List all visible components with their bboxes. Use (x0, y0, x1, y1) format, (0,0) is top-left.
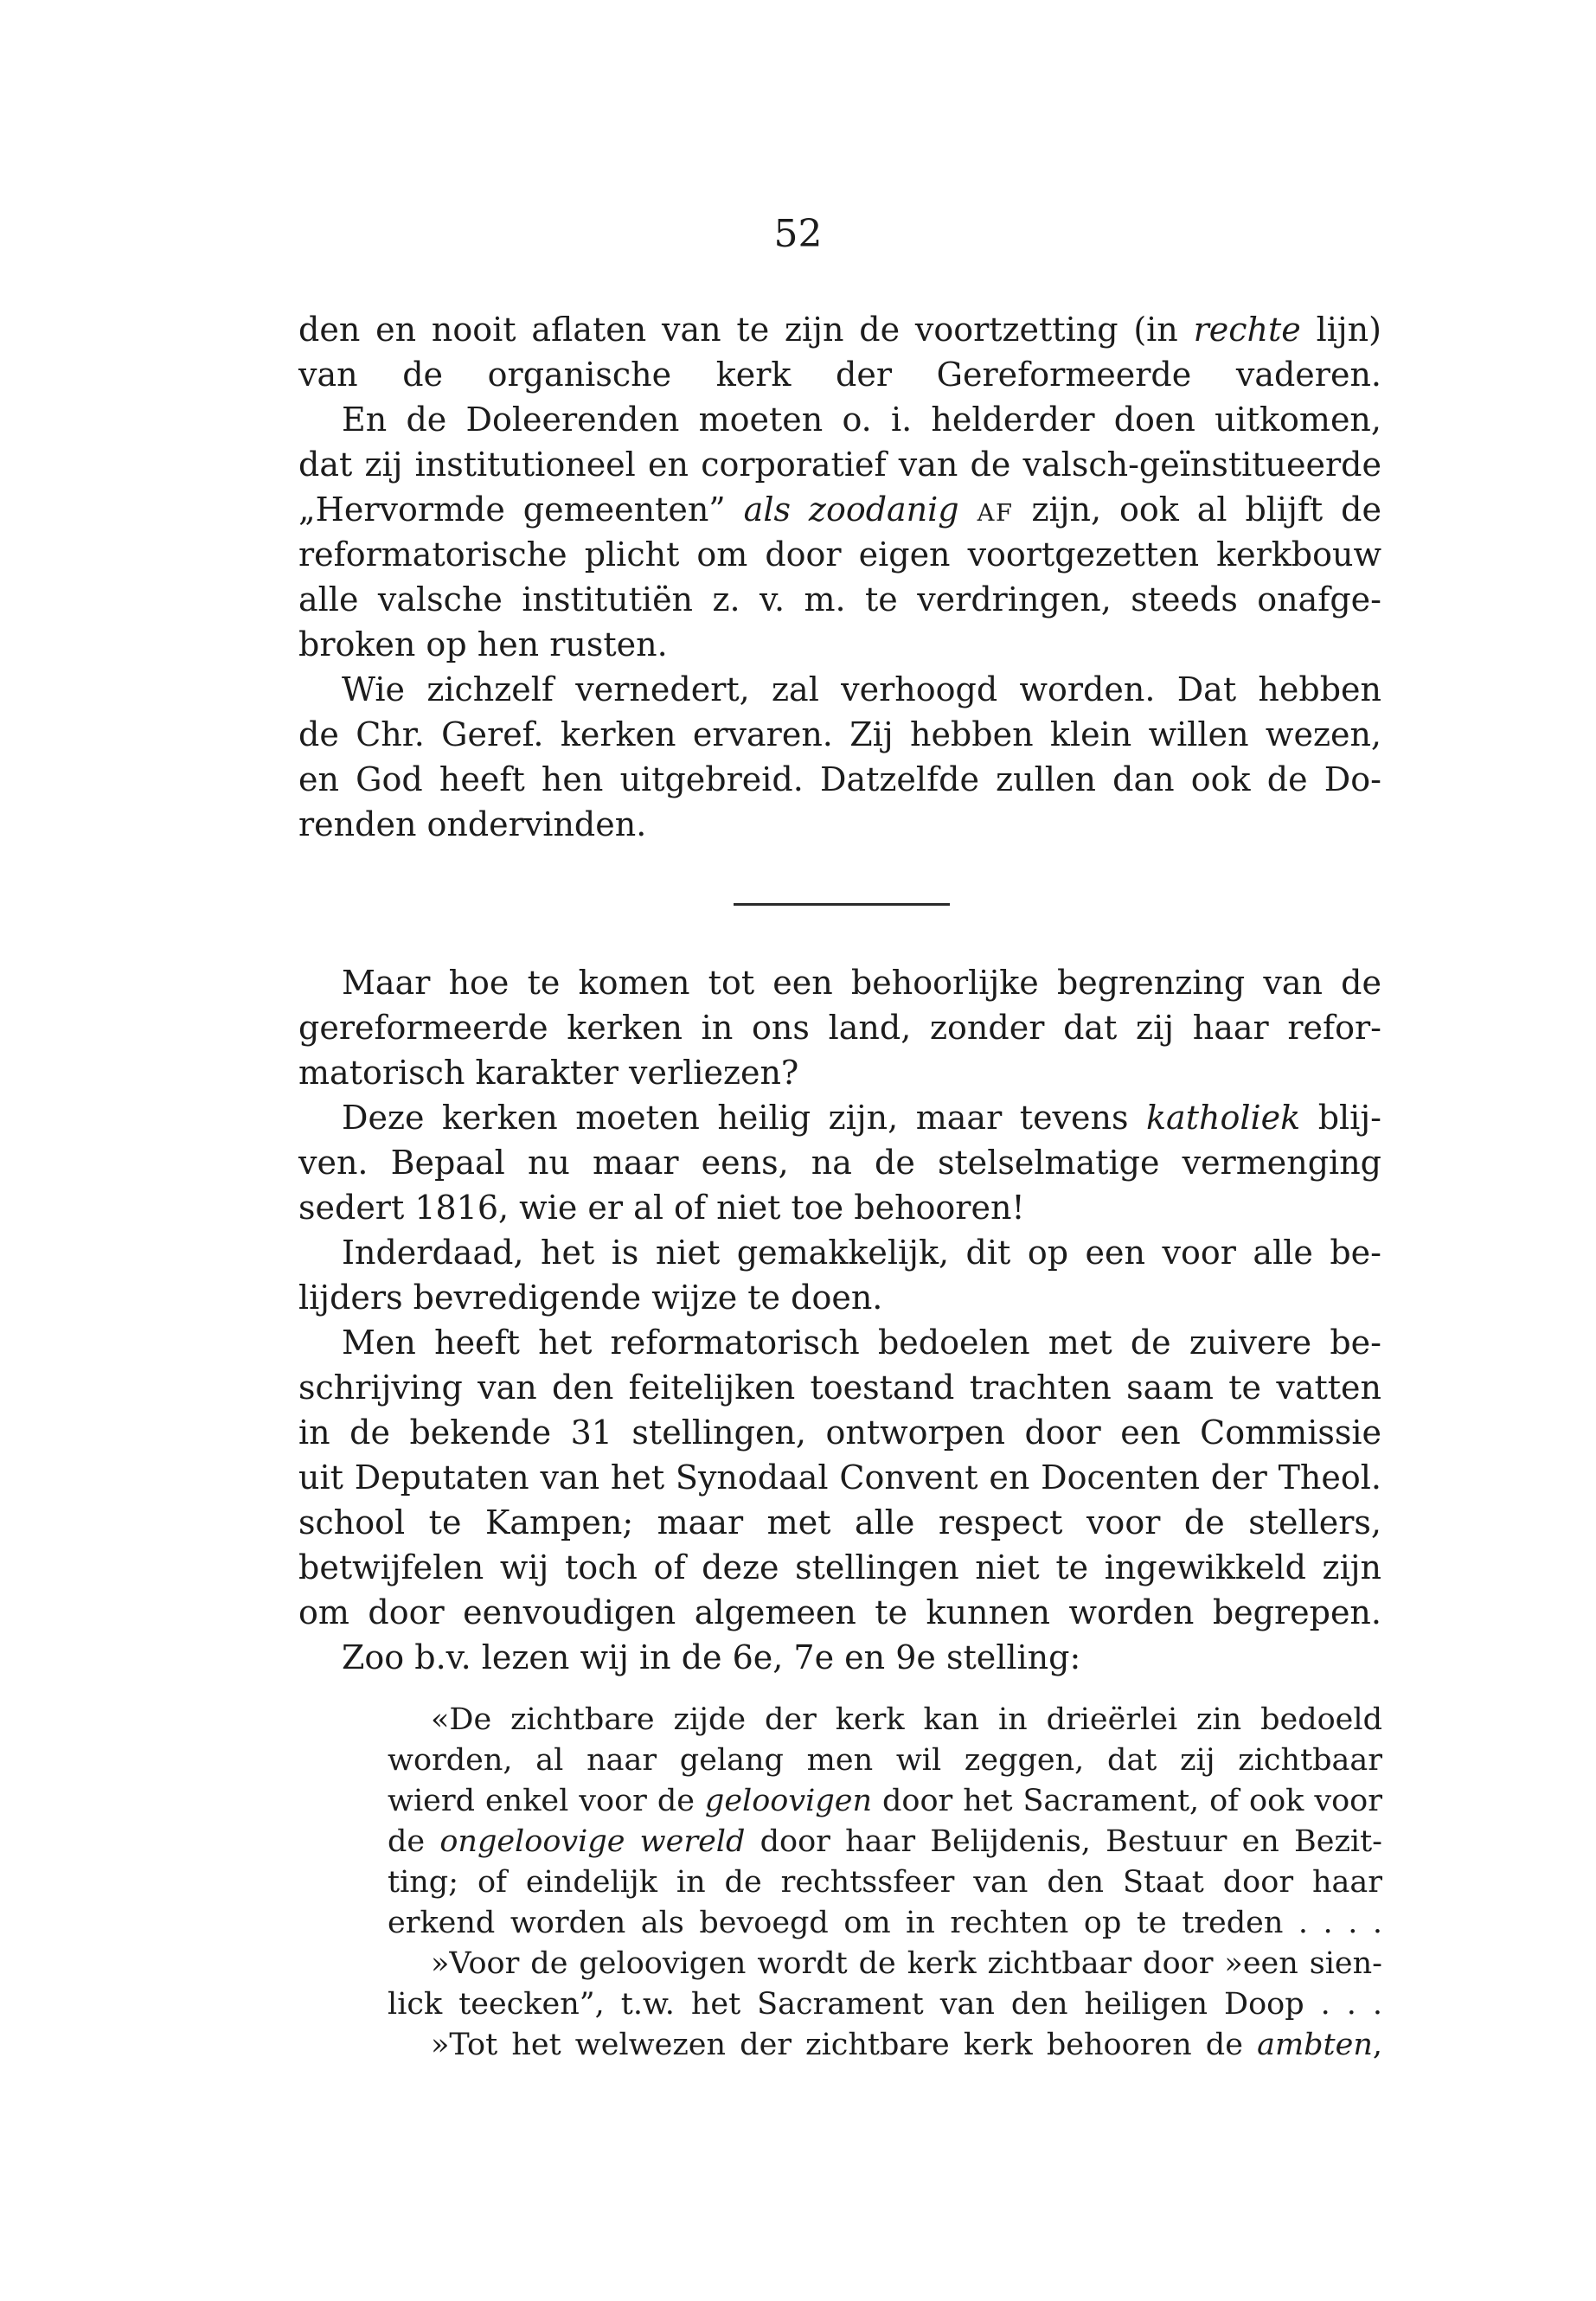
section-divider (734, 903, 950, 906)
quote-line: erkend worden als bevoegd om in rechten op te treden . . . . (388, 1906, 1382, 1940)
text-segment: lijn) (1316, 311, 1381, 349)
text-line: gereformeerde kerken in ons land, zonder dat zij haar refor- (298, 1009, 1381, 1047)
text-line: broken op hen rusten. (298, 625, 668, 663)
text-line: En de Doleerenden moeten o. i. helderder doen uitkomen, (342, 401, 1381, 439)
italic-text: rechte (1193, 311, 1301, 349)
text-segment: zijn, ook al blijft de (1031, 490, 1381, 529)
text-line: Maar hoe te komen tot een behoorlijke begrenzing van de (342, 964, 1381, 1002)
text-line: Wie zichzelf vernedert, zal verhoogd worden. Dat hebben (342, 670, 1381, 708)
text-segment: , (1372, 2028, 1382, 2062)
quote-line (388, 1822, 1382, 1862)
page-number: 52 (773, 212, 823, 256)
text-line: school te Kampen; maar met alle respect voor de stellers, (298, 1503, 1381, 1541)
text-segment: de (388, 1824, 426, 1859)
text-line: schrijving van den feitelijken toestand trachten saam te vatten (298, 1368, 1381, 1407)
italic-text: katholiek (1146, 1099, 1301, 1137)
italic-text: als zoodanig (743, 490, 959, 529)
text-segment: door het Sacrament, of ook voor (881, 1784, 1382, 1818)
text-segment: Deze kerken moeten heilig zijn, maar tevens (342, 1099, 1129, 1137)
text-line: uit Deputaten van het Synodaal Convent en Docenten der Theol. (298, 1458, 1381, 1497)
text-line: lijders bevredigende wijze te doen. (298, 1279, 883, 1317)
text-line: in de bekende 31 stellingen, ontworpen door een Commissie (298, 1413, 1381, 1452)
text-line: om door eenvoudigen algemeen te kunnen worden begrepen. (298, 1593, 1381, 1631)
italic-text: ambten (1257, 2028, 1373, 2062)
text-line: Inderdaad, het is niet gemakkelijk, dit op een voor alle be- (342, 1234, 1381, 1272)
text-segment: wierd enkel voor de (388, 1784, 695, 1818)
text-segment: blij- (1317, 1099, 1381, 1137)
text-line: de Chr. Geref. kerken ervaren. Zij hebben klein willen wezen, (298, 715, 1381, 753)
text-line: alle valsche institutiën z. v. m. te verdringen, steeds onafge- (298, 580, 1381, 619)
text-line: dat zij institutioneel en corporatief van de valsch-geïnstitueerde (298, 445, 1381, 484)
text-line (298, 487, 1381, 536)
text-line: matorisch karakter verliezen? (298, 1054, 799, 1092)
text-segment: „Hervormde gemeenten” (298, 490, 726, 529)
text-segment: »Tot het welwezen der zichtbare kerk behooren de (431, 2028, 1243, 2062)
quote-line (431, 2025, 1382, 2066)
text-line: betwijfelen wij toch of deze stellingen niet te ingewikkeld zijn (298, 1548, 1381, 1586)
text-line (298, 307, 1381, 352)
text-line: reformatorische plicht om door eigen voortgezetten kerkbouw (298, 535, 1381, 574)
text-line: renden ondervinden. (298, 805, 647, 843)
quote-line: «De zichtbare zijde der kerk kan in drieërlei zin bedoeld (431, 1702, 1382, 1737)
quote-line: lick teecken”, t.w. het Sacrament van den heiligen Doop . . . (388, 1987, 1382, 2022)
quote-line: »Voor de geloovigen wordt de kerk zichtbaar door »een sien- (431, 1946, 1382, 1981)
text-line: Zoo b.v. lezen wij in de 6e, 7e en 9e stelling: (342, 1638, 1081, 1676)
quote-line: worden, al naar gelang men wil zeggen, dat zij zichtbaar (388, 1743, 1382, 1778)
text-segment: den en nooit aflaten van te zijn de voortzetting (in (298, 311, 1178, 349)
text-line: en God heeft hen uitgebreid. Datzelfde zullen dan ook de Do- (298, 760, 1381, 798)
text-line: van de organische kerk der Gereformeerde vaderen. (298, 356, 1381, 394)
text-line: sedert 1816, wie er al of niet toe behooren! (298, 1189, 1025, 1227)
quote-line: ting; of eindelijk in de rechtssfeer van den Staat door haar (388, 1865, 1382, 1900)
italic-text: ongeloovige wereld (439, 1824, 746, 1859)
text-line: Men heeft het reformatorisch bedoelen met de zuivere be- (342, 1324, 1381, 1362)
text-line (342, 1095, 1381, 1140)
text-segment: door haar Belijdenis, Bestuur en Bezit- (760, 1824, 1382, 1859)
text-line: ven. Bepaal nu maar eens, na de stelselmatige vermenging (298, 1144, 1381, 1182)
quote-line (388, 1781, 1382, 1822)
small-caps-text: AF (977, 500, 1014, 527)
italic-text: geloovigen (704, 1784, 873, 1818)
